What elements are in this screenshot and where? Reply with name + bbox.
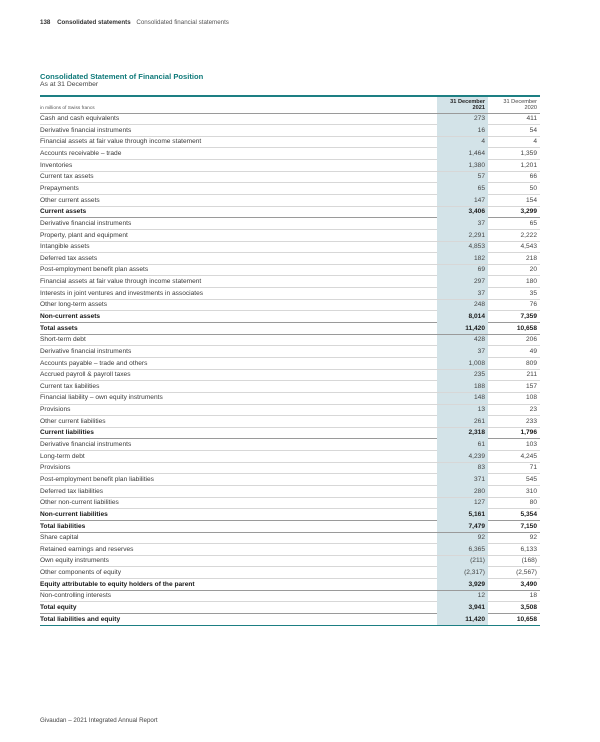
- value-2020-cell: [489, 253, 540, 264]
- row-label: Accounts payable – trade and others: [40, 359, 148, 367]
- value-2021: 13: [477, 406, 485, 414]
- value-2020-cell: [489, 567, 540, 578]
- value-2020-cell: [489, 498, 540, 509]
- table-row: [40, 335, 540, 347]
- value-2021-cell: [437, 242, 488, 253]
- value-2020: (168): [521, 557, 537, 565]
- value-2020-cell: [489, 544, 540, 555]
- value-2021: 37: [477, 219, 485, 227]
- table-subtotal-row: [40, 509, 540, 521]
- page-footer: Givaudan – 2021 Integrated Annual Report: [40, 717, 158, 724]
- value-2020-cell: [489, 230, 540, 241]
- value-2021-cell: [437, 567, 488, 578]
- value-2020: 1,201: [520, 161, 537, 169]
- row-label: Total equity: [40, 604, 77, 611]
- value-2020: 1,359: [520, 150, 537, 158]
- value-2020: 180: [525, 278, 537, 286]
- value-2021-cell: [437, 544, 488, 555]
- value-2021-cell: [437, 230, 488, 241]
- table-row: [40, 160, 540, 172]
- row-label: Property, plant and equipment: [40, 231, 128, 239]
- value-2021-cell: [437, 218, 488, 229]
- value-2020-cell: [489, 602, 540, 613]
- value-2020: 206: [525, 336, 537, 344]
- row-label: Other long-term assets: [40, 301, 108, 309]
- subsection-title: Consolidated financial statements: [136, 19, 229, 26]
- value-2021-cell: [437, 439, 488, 450]
- table-row: [40, 439, 540, 451]
- row-label: Total assets: [40, 324, 78, 332]
- value-2021: 69: [477, 266, 485, 274]
- value-2020: (2,567): [516, 569, 537, 577]
- row-label: Current tax liabilities: [40, 382, 100, 390]
- value-2020-cell: [489, 486, 540, 497]
- value-2021: 7,479: [468, 522, 485, 530]
- value-2020-cell: [489, 346, 540, 357]
- value-2021: 37: [477, 289, 485, 297]
- table-row: [40, 370, 540, 382]
- value-2021: 3,929: [468, 580, 485, 588]
- value-2021: 4: [481, 138, 485, 146]
- value-2021: 83: [477, 464, 485, 472]
- value-2020: 80: [529, 499, 537, 507]
- row-label: Current tax assets: [40, 173, 94, 181]
- table-row: [40, 474, 540, 486]
- table-row: [40, 591, 540, 603]
- value-2021-cell: [437, 300, 488, 311]
- table-row: [40, 533, 540, 545]
- value-2020: 4,543: [520, 243, 537, 251]
- value-2020-cell: [489, 183, 540, 194]
- statement-title: Consolidated Statement of Financial Position: [40, 72, 204, 81]
- row-label: Long-term debt: [40, 452, 85, 460]
- table-row: [40, 218, 540, 230]
- value-2020-cell: [489, 591, 540, 602]
- value-2021: 248: [473, 301, 485, 309]
- value-2020-cell: [489, 463, 540, 474]
- table-row: [40, 137, 540, 149]
- table-body: [40, 114, 540, 626]
- value-2020-cell: [489, 614, 540, 625]
- value-2020: 23: [529, 406, 537, 414]
- page-number: 138: [40, 19, 51, 26]
- table-row: [40, 183, 540, 195]
- row-label: Non-current assets: [40, 312, 101, 320]
- row-label: Intangible assets: [40, 243, 90, 251]
- table-row: [40, 567, 540, 579]
- value-2021: 8,014: [468, 312, 485, 320]
- table-row: [40, 463, 540, 475]
- table-row: [40, 486, 540, 498]
- section-title: Consolidated statements: [57, 19, 131, 26]
- value-2021-cell: [437, 428, 488, 439]
- value-2020: 5,354: [520, 510, 537, 518]
- value-2020: 20: [529, 266, 537, 274]
- value-2020: 218: [525, 254, 537, 262]
- value-2020-cell: [489, 323, 540, 334]
- value-2020: 3,490: [520, 580, 537, 588]
- value-2021-cell: [437, 288, 488, 299]
- row-label: Post-employment benefit plan liabilities: [40, 475, 154, 483]
- row-label: Prepayments: [40, 184, 79, 192]
- row-label: Current liabilities: [40, 429, 94, 437]
- value-2020: 103: [525, 441, 537, 449]
- value-2020: 7,150: [520, 522, 537, 530]
- value-2020: 2,222: [520, 231, 537, 239]
- row-label: Provisions: [40, 406, 71, 414]
- value-2020: 157: [525, 382, 537, 390]
- value-2021-cell: [437, 346, 488, 357]
- value-2021-cell: [437, 521, 488, 532]
- value-2020-cell: [489, 393, 540, 404]
- value-2021: 1,008: [468, 359, 485, 367]
- value-2021-cell: [437, 335, 488, 346]
- value-2020: 310: [525, 487, 537, 495]
- value-2020: 18: [529, 592, 537, 600]
- financial-position-table: [40, 95, 540, 626]
- value-2020: 1,796: [520, 429, 537, 437]
- value-2021-cell: [437, 474, 488, 485]
- value-2021: 4,239: [468, 452, 485, 460]
- value-2020-cell: [489, 509, 540, 520]
- value-2020-cell: [489, 451, 540, 462]
- table-row: [40, 346, 540, 358]
- value-2021-cell: [437, 137, 488, 148]
- row-label: Deferred tax liabilities: [40, 487, 104, 495]
- table-subtotal-row: [40, 323, 540, 335]
- value-2020: 49: [529, 347, 537, 355]
- value-2020-cell: [489, 160, 540, 171]
- table-row: [40, 172, 540, 184]
- value-2021-cell: [437, 114, 488, 125]
- value-2021: 12: [477, 592, 485, 600]
- table-subtotal-row: [40, 311, 540, 323]
- value-2020-cell: [489, 114, 540, 125]
- row-label: Short-term debt: [40, 336, 86, 344]
- value-2021-cell: [437, 405, 488, 416]
- value-2021: 2,318: [468, 429, 485, 437]
- value-2021-cell: [437, 172, 488, 183]
- value-2020: 411: [526, 115, 537, 123]
- value-2020-cell: [489, 428, 540, 439]
- row-label: Interests in joint ventures and investments in associates: [40, 289, 204, 297]
- value-2021: (2,317): [464, 569, 485, 577]
- value-2021-cell: [437, 148, 488, 159]
- table-subtotal-row: [40, 614, 540, 626]
- value-2021: 16: [477, 126, 485, 134]
- value-2021: 1,464: [468, 150, 485, 158]
- value-2021: 11,420: [465, 615, 485, 623]
- row-label: Other current assets: [40, 196, 100, 204]
- value-2021-cell: [437, 125, 488, 136]
- row-label: Financial liability – own equity instruments: [40, 394, 163, 402]
- value-2020: 35: [529, 289, 537, 297]
- value-2020: 545: [525, 475, 537, 483]
- table-row: [40, 230, 540, 242]
- table-subtotal-row: [40, 428, 540, 440]
- value-2021: 65: [477, 184, 485, 192]
- value-2021-cell: [437, 276, 488, 287]
- value-2021: 6,365: [468, 545, 485, 553]
- value-2020-cell: [489, 358, 540, 369]
- value-2021: 280: [473, 487, 485, 495]
- table-header: [40, 97, 540, 114]
- row-label: Post-employment benefit plan assets: [40, 266, 149, 274]
- value-2020: 7,359: [520, 312, 537, 320]
- value-2021-cell: [437, 370, 488, 381]
- table-row: [40, 288, 540, 300]
- value-2021: 61: [477, 441, 485, 449]
- value-2020: 108: [525, 394, 537, 402]
- value-2021-cell: [437, 265, 488, 276]
- value-2020: 92: [529, 534, 537, 542]
- value-2021-cell: [437, 556, 488, 567]
- table-row: [40, 253, 540, 265]
- row-label: Deferred tax assets: [40, 254, 98, 262]
- value-2020: 71: [529, 464, 537, 472]
- value-2021: 235: [473, 371, 485, 379]
- table-subtotal-row: [40, 579, 540, 591]
- value-2021: 4,853: [468, 243, 485, 251]
- running-header: [40, 19, 229, 26]
- value-2021: (211): [470, 557, 485, 565]
- table-row: [40, 265, 540, 277]
- row-label: Non-current liabilities: [40, 510, 108, 518]
- value-2020: 76: [529, 301, 537, 309]
- value-2020: 50: [529, 184, 537, 192]
- value-2021: 11,420: [465, 324, 485, 332]
- value-2021-cell: [437, 602, 488, 613]
- value-2021-cell: [437, 381, 488, 392]
- row-label: Provisions: [40, 464, 71, 472]
- row-label: Accrued payroll & payroll taxes: [40, 371, 131, 379]
- row-label: Other non-current liabilities: [40, 499, 119, 507]
- value-2020-cell: [489, 172, 540, 183]
- value-2020-cell: [489, 405, 540, 416]
- row-label: Own equity instruments: [40, 557, 109, 565]
- value-2021-cell: [437, 533, 488, 544]
- value-2021: 147: [473, 196, 485, 204]
- value-2021: 127: [473, 499, 485, 507]
- value-2020-cell: [489, 207, 540, 218]
- value-2020: 4,245: [520, 452, 537, 460]
- value-2020: 54: [529, 126, 537, 134]
- value-2021: 57: [477, 173, 485, 181]
- value-2021-cell: [437, 498, 488, 509]
- value-2021: 148: [473, 394, 485, 402]
- row-label: Total liabilities: [40, 522, 86, 530]
- value-2021: 2,291: [468, 231, 485, 239]
- value-2020-cell: [489, 311, 540, 322]
- column-header-2020: 31 December 2020: [503, 98, 537, 111]
- value-2020: 6,133: [520, 545, 537, 553]
- value-2020: 233: [525, 417, 537, 425]
- value-2020-cell: [489, 381, 540, 392]
- value-2021-cell: [437, 486, 488, 497]
- value-2021: 182: [473, 254, 485, 262]
- value-2020-cell: [489, 335, 540, 346]
- value-2021: 3,941: [468, 604, 485, 611]
- value-2020: 66: [529, 173, 537, 181]
- row-label: Other current liabilities: [40, 417, 106, 425]
- value-2021-cell: [437, 579, 488, 590]
- value-2021-cell: [437, 311, 488, 322]
- row-label: Current assets: [40, 208, 87, 216]
- row-label: Other components of equity: [40, 569, 122, 577]
- value-2020: 4: [533, 138, 537, 146]
- value-2021: 5,161: [468, 510, 485, 518]
- value-2020: 154: [525, 196, 537, 204]
- value-2021-cell: [437, 183, 488, 194]
- value-2020: 211: [526, 371, 537, 379]
- row-label: Total liabilities and equity: [40, 615, 121, 623]
- value-2020-cell: [489, 195, 540, 206]
- value-2021-cell: [437, 207, 488, 218]
- table-row: [40, 300, 540, 312]
- table-row: [40, 544, 540, 556]
- table-row: [40, 125, 540, 137]
- value-2020-cell: [489, 265, 540, 276]
- table-row: [40, 358, 540, 370]
- value-2020-cell: [489, 521, 540, 532]
- table-row: [40, 393, 540, 405]
- value-2020: 65: [529, 219, 537, 227]
- value-2020-cell: [489, 218, 540, 229]
- value-2021-cell: [437, 614, 488, 625]
- column-header-2021: 31 December 2021: [437, 97, 488, 113]
- row-label: Non-controlling interests: [40, 592, 112, 600]
- value-2021: 371: [473, 475, 485, 483]
- table-row: [40, 148, 540, 160]
- table-row: [40, 498, 540, 510]
- value-2021: 1,380: [468, 161, 485, 169]
- row-label: Derivative financial instruments: [40, 126, 132, 134]
- table-row: [40, 242, 540, 254]
- value-2021-cell: [437, 416, 488, 427]
- value-2020-cell: [489, 300, 540, 311]
- table-row: [40, 276, 540, 288]
- value-2021-cell: [437, 253, 488, 264]
- value-2021-cell: [437, 323, 488, 334]
- value-2020: 809: [525, 359, 537, 367]
- value-2020-cell: [489, 439, 540, 450]
- table-subtotal-row: [40, 602, 540, 614]
- table-row: [40, 114, 540, 126]
- value-2020-cell: [489, 276, 540, 287]
- row-label: Share capital: [40, 534, 79, 542]
- table-row: [40, 405, 540, 417]
- value-2021-cell: [437, 509, 488, 520]
- value-2021-cell: [437, 195, 488, 206]
- row-label: Cash and cash equivalents: [40, 115, 120, 123]
- value-2021: 37: [477, 347, 485, 355]
- value-2021: 428: [473, 336, 485, 344]
- row-label: Derivative financial instruments: [40, 219, 132, 227]
- value-2020-cell: [489, 370, 540, 381]
- value-2020-cell: [489, 533, 540, 544]
- table-row: [40, 451, 540, 463]
- value-2020-cell: [489, 474, 540, 485]
- table-row: [40, 556, 540, 568]
- unit-label: in millions of Swiss francs: [40, 105, 95, 111]
- row-label: Accounts receivable – trade: [40, 150, 122, 158]
- statement-subtitle: As at 31 December: [40, 81, 99, 88]
- value-2021-cell: [437, 160, 488, 171]
- value-2020-cell: [489, 242, 540, 253]
- row-label: Financial assets at fair value through income statement: [40, 138, 202, 146]
- value-2021-cell: [437, 358, 488, 369]
- value-2021: 261: [473, 417, 485, 425]
- value-2020-cell: [489, 416, 540, 427]
- value-2020: 3,299: [520, 208, 537, 216]
- value-2020: 10,658: [516, 615, 537, 623]
- value-2020-cell: [489, 137, 540, 148]
- table-subtotal-row: [40, 521, 540, 533]
- value-2020-cell: [489, 556, 540, 567]
- value-2020-cell: [489, 288, 540, 299]
- value-2021-cell: [437, 393, 488, 404]
- value-2020: 3,508: [520, 604, 537, 611]
- value-2021: 92: [477, 534, 485, 542]
- row-label: Retained earnings and reserves: [40, 545, 134, 553]
- table-row: [40, 195, 540, 207]
- row-label: Equity attributable to equity holders of the parent: [40, 580, 195, 588]
- value-2021-cell: [437, 463, 488, 474]
- table-row: [40, 416, 540, 428]
- value-2020: 10,658: [516, 324, 537, 332]
- value-2021: 188: [473, 382, 485, 390]
- value-2020-cell: [489, 148, 540, 159]
- table-row: [40, 381, 540, 393]
- value-2021-cell: [437, 591, 488, 602]
- table-subtotal-row: [40, 207, 540, 219]
- value-2020-cell: [489, 125, 540, 136]
- row-label: Financial assets at fair value through income statement: [40, 278, 202, 286]
- row-label: Derivative financial instruments: [40, 347, 132, 355]
- value-2021-cell: [437, 451, 488, 462]
- row-label: Derivative financial instruments: [40, 441, 132, 449]
- value-2021: 3,406: [468, 208, 485, 216]
- row-label: Inventories: [40, 161, 73, 169]
- value-2021: 297: [473, 278, 485, 286]
- value-2021: 273: [473, 115, 485, 123]
- value-2020-cell: [489, 579, 540, 590]
